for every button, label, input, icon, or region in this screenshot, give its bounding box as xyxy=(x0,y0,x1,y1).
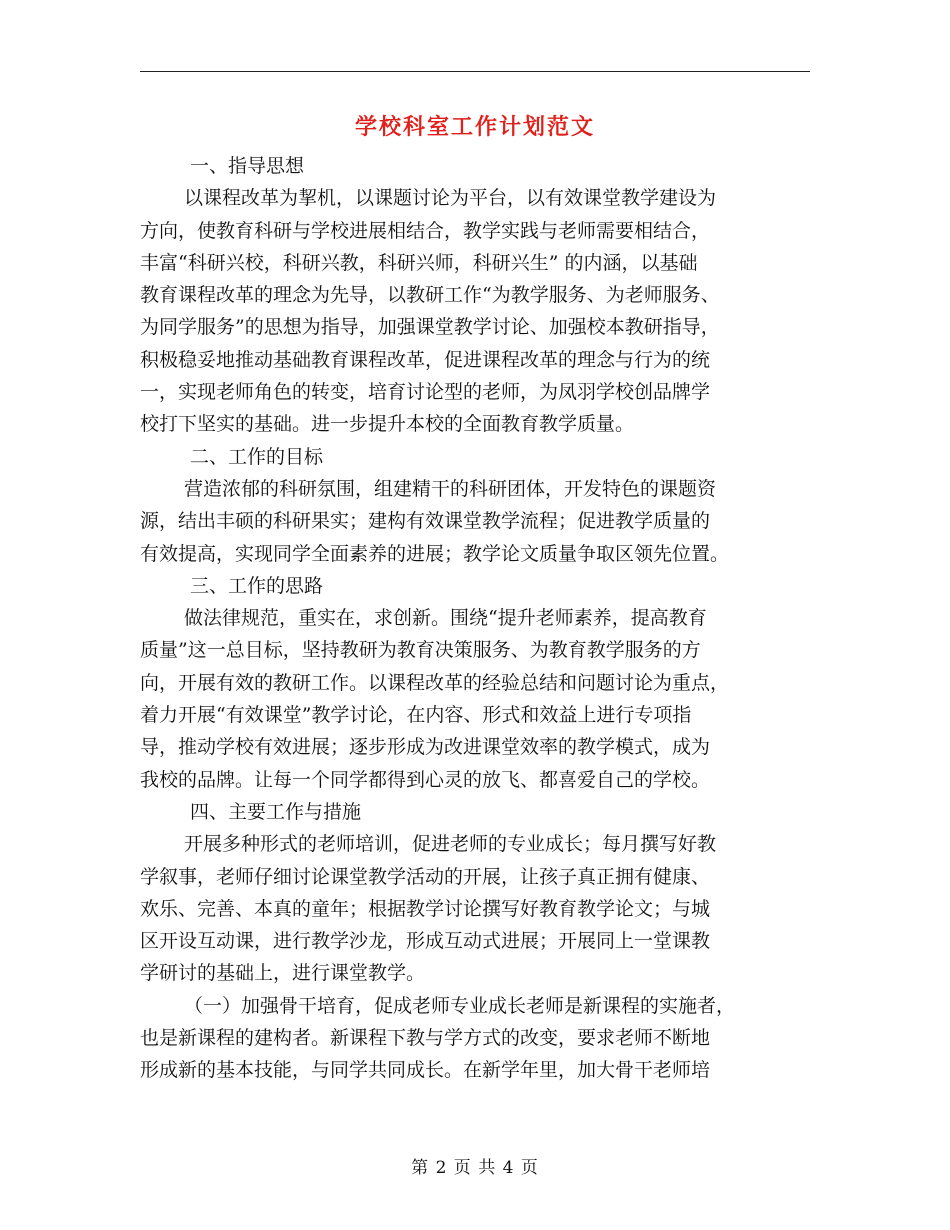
paragraph-line: 学叙事，老师仔细讨论课堂教学活动的开展，让孩子真正拥有健康、 xyxy=(140,865,711,888)
paragraph-line: 我校的品牌。让每一个同学都得到心灵的放飞、都喜爱自己的学校。 xyxy=(140,768,711,791)
paragraph-line: 源，结出丰硕的科研果实；建构有效课堂教学流程；促进教学质量的 xyxy=(140,510,711,533)
document-title: 学校科室工作计划范文 xyxy=(354,114,595,140)
paragraph-line: 做法律规范，重实在，求创新。围绕“提升老师素养，提高教育 xyxy=(184,607,707,630)
paragraph-line: 方向，使教育科研与学校进展相结合，教学实践与老师需要相结合， xyxy=(140,219,711,242)
paragraph-line: 形成新的基本技能，与同学共同成长。在新学年里，加大骨干老师培 xyxy=(140,1059,711,1082)
section-heading: 二、工作的目标 xyxy=(190,445,324,468)
header-rule xyxy=(140,71,810,72)
paragraph-line: 一，实现老师角色的转变，培育讨论型的老师，为凤羽学校创品牌学 xyxy=(140,381,711,404)
paragraph-line: 学研讨的基础上，进行课堂教学。 xyxy=(140,962,426,985)
page-number: 第 2 页 共 4 页 xyxy=(411,1158,539,1178)
paragraph-line: 区开设互动课，进行教学沙龙，形成互动式进展；开展同上一堂课教 xyxy=(140,930,711,953)
section-heading: 三、工作的思路 xyxy=(190,574,324,597)
paragraph-line: 以课程改革为挈机，以课题讨论为平台，以有效课堂教学建设为 xyxy=(184,187,717,210)
section-heading: 一、指导思想 xyxy=(190,155,305,177)
paragraph-line: 开展多种形式的老师培训，促进老师的专业成长；每月撰写好教 xyxy=(184,833,717,856)
paragraph-line: 教育课程改革的理念为先导，以教研工作“为教学服务、为老师服务、 xyxy=(140,284,720,307)
paragraph-line: 为同学服务”的思想为指导，加强课堂教学讨论、加强校本教研指导， xyxy=(140,316,720,339)
paragraph-line: 向，开展有效的教研工作。以课程改革的经验总结和问题讨论为重点， xyxy=(140,671,730,694)
paragraph-line: （一）加强骨干培育，促成老师专业成长老师是新课程的实施者， xyxy=(184,994,736,1017)
paragraph-line: 欢乐、完善、本真的童年；根据教学讨论撰写好教育教学论文；与城 xyxy=(140,897,711,920)
paragraph-line: 导，推动学校有效进展；逐步形成为改进课堂效率的教学模式，成为 xyxy=(140,736,711,759)
paragraph-line: 也是新课程的建构者。新课程下教与学方式的改变，要求老师不断地 xyxy=(140,1027,711,1050)
paragraph-line: 丰富“科研兴校，科研兴教，科研兴师，科研兴生” 的内涵，以基础 xyxy=(140,251,698,274)
paragraph-line: 营造浓郁的科研氛围，组建精干的科研团体，开发特色的课题资 xyxy=(184,477,717,500)
section-heading: 四、主要工作与措施 xyxy=(190,800,362,823)
paragraph-line: 有效提高，实现同学全面素养的进展；教学论文质量争取区领先位置。 xyxy=(140,542,730,565)
document-body xyxy=(140,150,800,1087)
paragraph-line: 着力开展“有效课堂”教学讨论，在内容、形式和效益上进行专项指 xyxy=(140,704,692,727)
paragraph-line: 积极稳妥地推动基础教育课程改革，促进课程改革的理念与行为的统 xyxy=(140,348,711,371)
paragraph-line: 质量”这一总目标，坚持教研为教育决策服务、为教育教学服务的方 xyxy=(140,639,701,662)
paragraph-line: 校打下坚实的基础。进一步提升本校的全面教育教学质量。 xyxy=(140,413,635,436)
